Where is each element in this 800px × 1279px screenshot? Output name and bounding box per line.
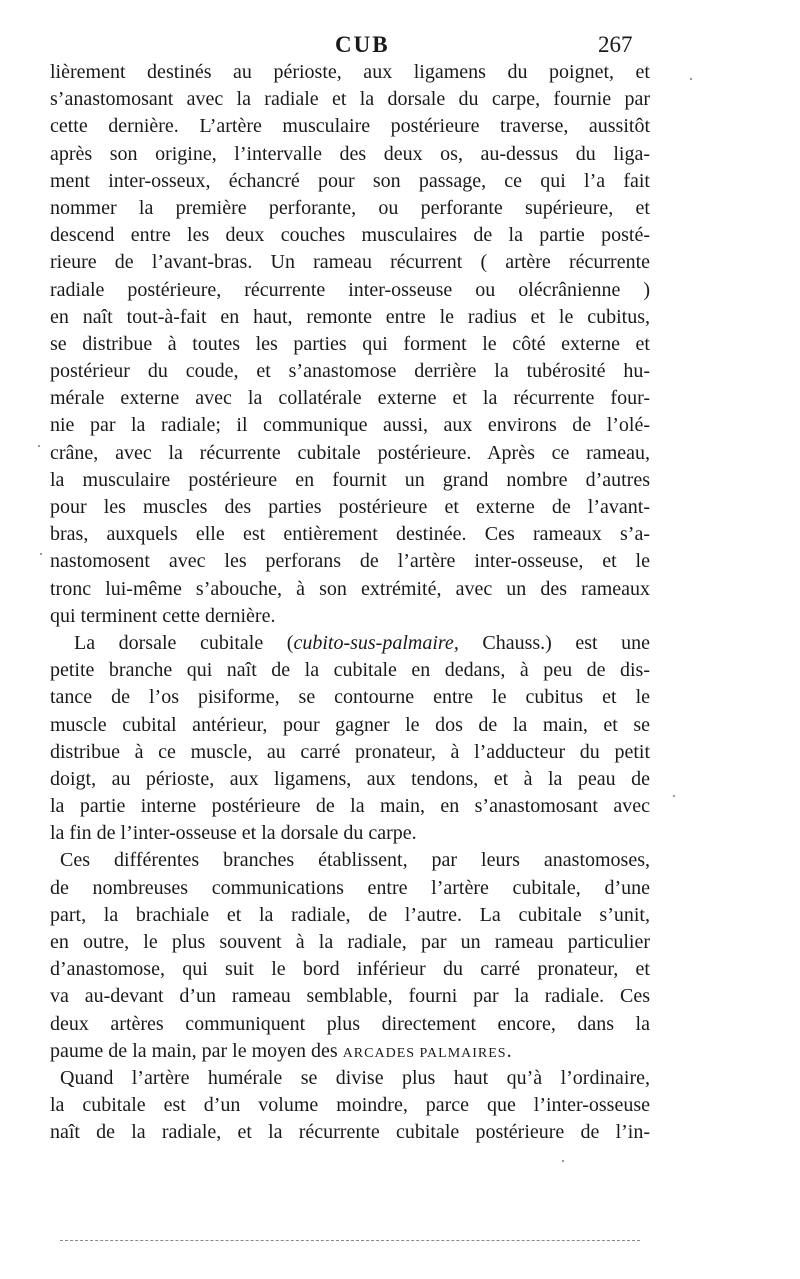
- scan-speck: [38, 445, 40, 447]
- text-run: .: [506, 1039, 512, 1062]
- scan-speck: [40, 553, 42, 555]
- paragraph-first-line: Quand l’artère humérale se divise plus haut qu’à l’ordinaire,: [60, 1066, 650, 1089]
- scan-bottom-rule: [60, 1240, 640, 1241]
- text-run: La dorsale cubitale (: [74, 631, 294, 654]
- scan-speck: [673, 795, 675, 797]
- paragraph-first-line: Ces différentes branches établissent, par leurs anastomoses,: [60, 849, 650, 872]
- paragraph-first-line: [50, 630, 650, 657]
- running-head-title: CUB: [335, 32, 390, 57]
- text-line: crâne, avec la récurrente cubitale postérieure. Après ce rameau,: [50, 441, 650, 464]
- scan-speck: [690, 78, 692, 80]
- text-line: qui terminent cette dernière.: [50, 604, 276, 627]
- text-line: muscle cubital antérieur, pour gagner le dos de la main, et se: [50, 713, 650, 736]
- scan-speck: [562, 1160, 564, 1162]
- text-line: [50, 1038, 650, 1065]
- text-line: naît de la radiale, et la récurrente cubitale postérieure de l’in-: [50, 1121, 650, 1144]
- italic-term: cubito-sus-palmaire: [293, 631, 454, 654]
- text-line: distribue à ce muscle, au carré pronateur, à l’adducteur du petit: [50, 740, 650, 763]
- text-line: va au-devant d’un rameau semblable, fourni par la radiale. Ces: [50, 985, 650, 1008]
- text-line: la fin de l’inter-osseuse et la dorsale du carpe.: [50, 822, 417, 845]
- text-line: doigt, au périoste, aux ligamens, aux tendons, et à la peau de: [50, 767, 650, 790]
- text-line: de nombreuses communications entre l’artère cubitale, d’une: [50, 876, 650, 899]
- text-line: cette dernière. L’artère musculaire postérieure traverse, aussitôt: [50, 115, 650, 138]
- text-line: lièrement destinés au périoste, aux ligamens du poignet, et: [50, 61, 650, 83]
- text-line: la partie interne postérieure de la main, en s’anastomosant avec: [50, 795, 650, 818]
- text-line: s’anastomosant avec la radiale et la dorsale du carpe, fournie par: [50, 88, 650, 111]
- text-line: pour les muscles des parties postérieure et externe de l’avant-: [50, 496, 650, 518]
- text-line: deux artères communiquent plus directement encore, dans la: [50, 1012, 650, 1035]
- text-line: nastomosent avec les perforans de l’artère inter-osseuse, et le: [50, 550, 650, 573]
- text-line: en outre, le plus souvent à la radiale, par un rameau particulier: [50, 931, 650, 953]
- text-line: petite branche qui naît de la cubitale en dedans, à peu de dis-: [50, 659, 650, 682]
- text-line: après son origine, l’intervalle des deux os, au-dessus du liga-: [50, 142, 650, 165]
- text-line: part, la brachiale et la radiale, de l’autre. La cubitale s’unit,: [50, 903, 650, 926]
- text-line: postérieur du coude, et s’anastomose derrière la tubérosité hu-: [50, 360, 650, 383]
- text-line: rieure de l’avant-bras. Un rameau récurrent ( artère récurrente: [50, 251, 650, 274]
- text-line: la musculaire postérieure en fournit un grand nombre d’autres: [50, 468, 650, 491]
- text-line: bras, auxquels elle est entièrement destinée. Ces rameaux s’a-: [50, 523, 650, 546]
- text-run: , Chauss.) est une: [453, 631, 650, 654]
- text-line: en naît tout-à-fait en haut, remonte entre le radius et le cubitus,: [50, 305, 650, 328]
- text-line: ment inter-osseux, échancré pour son passage, ce qui l’a fait: [50, 169, 650, 192]
- text-line: nie par la radiale; il communique aussi, aux environs de l’olé-: [50, 414, 650, 437]
- text-line: la cubitale est d’un volume moindre, parce que l’inter-osseuse: [50, 1094, 650, 1117]
- text-line: d’anastomose, qui suit le bord inférieur du carré pronateur, et: [50, 958, 650, 981]
- text-line: descend entre les deux couches musculaires de la partie posté-: [50, 224, 650, 247]
- small-caps-term: ARCADES PALMAIRES: [342, 1045, 507, 1061]
- text-line: mérale externe avec la collatérale externe et la récurrente four-: [50, 387, 650, 410]
- text-run: paume de la main, par le moyen des: [50, 1039, 343, 1062]
- text-line: tance de l’os pisiforme, se contourne entre le cubitus et le: [50, 686, 650, 709]
- page-number: 267: [598, 32, 633, 57]
- running-head: [50, 30, 650, 60]
- text-line: se distribue à toutes les parties qui forment le côté externe et: [50, 332, 650, 355]
- text-line: radiale postérieure, récurrente inter-osseuse ou olécrânienne ): [50, 278, 650, 301]
- text-line: nommer la première perforante, ou perforante supérieure, et: [50, 196, 650, 219]
- text-line: tronc lui-même s’abouche, à son extrémité, avec un des rameaux: [50, 577, 650, 600]
- body-text: [50, 59, 650, 1147]
